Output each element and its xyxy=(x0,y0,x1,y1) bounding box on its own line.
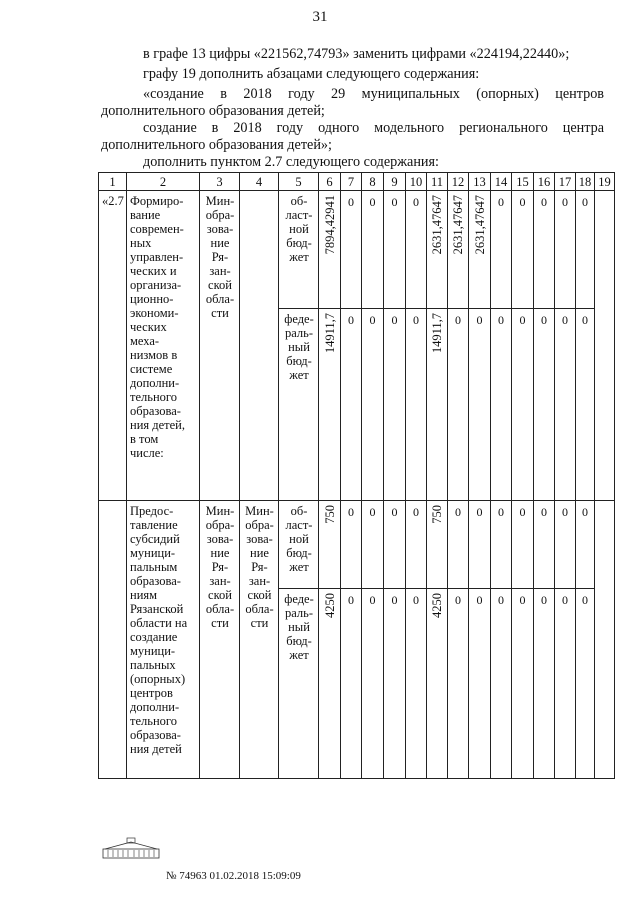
cell-value: 750 xyxy=(322,505,337,524)
cell-value: 2631,47647 xyxy=(430,195,444,255)
cell-line: феде- xyxy=(284,592,314,606)
cell-value: 2631,47647 xyxy=(472,195,487,255)
value-cell xyxy=(555,501,576,589)
cell-line: ние xyxy=(250,546,269,560)
cell-line: ние xyxy=(210,236,230,250)
cell-line: ной xyxy=(289,222,309,236)
registration-stamp: № 74963 01.02.2018 15:09:09 xyxy=(166,870,301,882)
executor-cell xyxy=(200,191,240,501)
value-cell xyxy=(555,309,576,501)
cell-line: Ря- xyxy=(211,250,229,264)
cell-line: зан- xyxy=(209,264,231,278)
value-cell xyxy=(491,309,512,501)
table-header-row xyxy=(99,173,615,191)
cell-line: Ря- xyxy=(251,560,268,574)
value-cell xyxy=(362,191,384,309)
cell-line: организа- xyxy=(130,278,182,292)
value-cell xyxy=(319,501,341,589)
cell-value: 14911,7 xyxy=(430,313,444,354)
cell-line: пальных xyxy=(130,658,176,672)
value-cell xyxy=(319,309,341,501)
cell-line: раль- xyxy=(284,606,313,620)
paragraph-5: создание в 2018 году одного модельного регионального центра xyxy=(143,120,604,136)
cell-value: 0 xyxy=(476,313,483,327)
value-cell xyxy=(448,501,469,589)
activity-name-cell xyxy=(127,501,200,779)
paragraph-3: «создание в 2018 году 29 муниципальных (опорных) центров xyxy=(143,86,604,102)
cell-line: ласт- xyxy=(285,518,313,532)
cell-line: тельного xyxy=(130,390,177,404)
cell-line: тавление xyxy=(130,518,178,532)
cell-line: образова- xyxy=(130,728,181,742)
value-cell xyxy=(555,589,576,779)
funding-source-cell xyxy=(279,191,319,309)
cell-value: 0 xyxy=(582,313,588,327)
cell-line: раль- xyxy=(284,326,313,340)
cell-line: Предос- xyxy=(130,504,174,518)
value-cell xyxy=(406,501,427,589)
column-header: 16 xyxy=(534,173,555,191)
cell-line: субсидий xyxy=(130,532,180,546)
cell-value: 0 xyxy=(519,593,526,607)
cell-line: области на xyxy=(130,616,188,630)
column-header: 15 xyxy=(512,173,534,191)
value-cell xyxy=(362,309,384,501)
cell-line: обла- xyxy=(245,602,274,616)
cell-value: 0 xyxy=(519,195,526,209)
column-header: 3 xyxy=(200,173,240,191)
cell-value: 2631,47647 xyxy=(451,195,465,255)
cell-line: ской xyxy=(208,588,232,602)
paragraph-2: графу 19 дополнить абзацами следующего содержания: xyxy=(143,66,480,82)
column-header: 4 xyxy=(240,173,279,191)
value-cell xyxy=(406,589,427,779)
column-header: 12 xyxy=(448,173,469,191)
cell-line: Мин- xyxy=(245,504,274,518)
cell-line: бюд- xyxy=(286,354,312,368)
value-cell xyxy=(384,191,406,309)
cell-value: 0 xyxy=(413,593,419,607)
cell-line: низмов в xyxy=(130,348,178,362)
cell-line: жет xyxy=(289,648,309,662)
cell-value: 0 xyxy=(476,505,483,519)
cell-value: 750 xyxy=(430,505,444,524)
cell-line: зова- xyxy=(206,532,234,546)
executor-cell xyxy=(200,501,240,779)
value-cell xyxy=(534,501,555,589)
cell-line: в том xyxy=(130,432,159,446)
cell-value: 0 xyxy=(519,313,526,327)
funding-source-cell xyxy=(279,501,319,589)
cell-line: жет xyxy=(289,250,309,264)
column-header: 6 xyxy=(319,173,341,191)
cell-value: 0 xyxy=(582,593,588,607)
cell-line: ный xyxy=(288,620,310,634)
row-number-cell: «2.7 xyxy=(99,191,127,501)
page-number: 31 xyxy=(312,9,328,25)
column-header: 8 xyxy=(362,173,384,191)
cell-value: 0 xyxy=(369,593,376,607)
value-cell xyxy=(555,191,576,309)
cell-value: 0 xyxy=(476,593,483,607)
funding-source-cell xyxy=(279,589,319,779)
value-cell xyxy=(427,191,448,309)
cell-line: сти xyxy=(250,616,269,630)
table-row xyxy=(99,191,615,309)
cell-line: управлен- xyxy=(130,250,184,264)
value-cell xyxy=(362,589,384,779)
cell-value: 0 xyxy=(391,593,398,607)
cell-line: ской xyxy=(247,588,272,602)
column-header: 11 xyxy=(427,173,448,191)
cell-line: обра- xyxy=(205,518,235,532)
table-row xyxy=(99,501,615,589)
cell-line: жет xyxy=(289,560,309,574)
cell-line: дополни- xyxy=(130,700,180,714)
column-header: 14 xyxy=(491,173,512,191)
value-cell xyxy=(319,589,341,779)
cell-line: ния детей xyxy=(130,742,182,756)
cell-line: обра- xyxy=(205,208,235,222)
cell-line: зан- xyxy=(209,574,231,588)
cell-line: современ- xyxy=(130,222,184,236)
cell-line: обра- xyxy=(245,518,274,532)
cell-value: 0 xyxy=(348,195,354,209)
cell-line: бюд- xyxy=(286,546,312,560)
value-cell xyxy=(576,309,595,501)
cell-value: 0 xyxy=(369,505,376,519)
cell-line: сти xyxy=(211,306,229,320)
coexecutor-cell xyxy=(240,501,279,779)
column-header: 1 xyxy=(99,173,127,191)
value-cell xyxy=(512,589,534,779)
cell-value: 0 xyxy=(498,313,504,327)
cell-value: 0 xyxy=(541,505,547,519)
cell-value: 0 xyxy=(541,313,547,327)
value-cell xyxy=(512,191,534,309)
cell-line: ционно- xyxy=(130,292,174,306)
cell-line: ной xyxy=(289,532,309,546)
value-cell xyxy=(384,501,406,589)
value-cell xyxy=(427,309,448,501)
cell-line: бюд- xyxy=(286,634,312,648)
cell-value: 0 xyxy=(562,195,568,209)
value-cell xyxy=(406,191,427,309)
cell-line: системе xyxy=(130,362,173,376)
row-number-cell xyxy=(99,501,127,779)
cell-line: центров xyxy=(130,686,173,700)
results-cell xyxy=(595,501,615,779)
cell-value: 0 xyxy=(582,195,588,209)
column-header: 19 xyxy=(595,173,615,191)
cell-line: Мин- xyxy=(205,504,235,518)
cell-value: 0 xyxy=(562,313,568,327)
cell-line: Рязанской xyxy=(130,602,184,616)
value-cell xyxy=(469,309,491,501)
cell-line: ческих и xyxy=(130,264,177,278)
cell-line: создание xyxy=(130,630,178,644)
value-cell xyxy=(534,191,555,309)
cell-line: ных xyxy=(130,236,152,250)
paragraph-6: дополнительного образования детей»; xyxy=(101,137,332,153)
cell-line: пальным xyxy=(130,560,178,574)
column-header: 10 xyxy=(406,173,427,191)
column-header: 7 xyxy=(341,173,362,191)
cell-line: обла- xyxy=(205,602,235,616)
paragraph-1: в графе 13 цифры «221562,74793» заменить цифрами «224194,22440»; xyxy=(143,46,570,62)
government-building-seal-icon xyxy=(102,837,160,859)
cell-line: ской xyxy=(208,278,232,292)
cell-line: обла- xyxy=(205,292,235,306)
cell-value: 0 xyxy=(391,313,398,327)
cell-line: экономи- xyxy=(130,306,179,320)
value-cell xyxy=(319,191,341,309)
cell-line: Формиро- xyxy=(130,194,184,208)
cell-line: об- xyxy=(290,504,308,518)
value-cell xyxy=(406,309,427,501)
value-cell xyxy=(534,309,555,501)
cell-value: 0 xyxy=(498,593,504,607)
value-cell xyxy=(576,589,595,779)
value-cell xyxy=(534,589,555,779)
column-header: 5 xyxy=(279,173,319,191)
value-cell xyxy=(384,309,406,501)
value-cell xyxy=(341,589,362,779)
cell-line: вание xyxy=(130,208,161,222)
cell-line: числе: xyxy=(130,446,164,460)
column-header: 17 xyxy=(555,173,576,191)
value-cell xyxy=(448,309,469,501)
cell-line: дополни- xyxy=(130,376,180,390)
cell-value: 4250 xyxy=(322,593,337,618)
cell-value: 0 xyxy=(348,505,354,519)
value-cell xyxy=(469,589,491,779)
cell-line: сти xyxy=(211,616,229,630)
cell-value: 0 xyxy=(498,505,504,519)
cell-value: 0 xyxy=(348,313,354,327)
funding-source-cell xyxy=(279,309,319,501)
coexecutor-cell xyxy=(240,191,279,501)
cell-line: феде- xyxy=(284,312,314,326)
cell-value: 0 xyxy=(369,195,376,209)
cell-value: 0 xyxy=(391,195,398,209)
value-cell xyxy=(341,501,362,589)
activity-name-cell xyxy=(127,191,200,501)
column-header: 9 xyxy=(384,173,406,191)
value-cell xyxy=(576,191,595,309)
value-cell xyxy=(427,589,448,779)
cell-line: бюд- xyxy=(286,236,312,250)
cell-value: 0 xyxy=(413,505,419,519)
cell-line: зова- xyxy=(246,532,273,546)
cell-line: муници- xyxy=(130,644,176,658)
cell-line: (опорных) xyxy=(130,672,186,686)
cell-value: 0 xyxy=(455,313,461,327)
cell-value: 0 xyxy=(455,505,461,519)
cell-line: зова- xyxy=(206,222,234,236)
cell-value: 0 xyxy=(369,313,376,327)
value-cell xyxy=(491,589,512,779)
cell-value: 0 xyxy=(498,195,504,209)
value-cell xyxy=(512,309,534,501)
cell-value: 0 xyxy=(413,195,419,209)
cell-value: 0 xyxy=(562,505,568,519)
paragraph-4: дополнительного образования детей; xyxy=(101,103,325,119)
value-cell xyxy=(469,191,491,309)
cell-value: 0 xyxy=(519,505,526,519)
cell-value: 0 xyxy=(541,195,547,209)
value-cell xyxy=(576,501,595,589)
cell-line: об- xyxy=(290,194,308,208)
value-cell xyxy=(491,501,512,589)
cell-line: ние xyxy=(210,546,230,560)
cell-value: 0 xyxy=(413,313,419,327)
cell-line: Мин- xyxy=(205,194,235,208)
cell-line: жет xyxy=(289,368,309,382)
cell-line: ласт- xyxy=(285,208,313,222)
value-cell xyxy=(448,589,469,779)
value-cell xyxy=(341,309,362,501)
value-cell xyxy=(341,191,362,309)
cell-line: ния детей, xyxy=(130,418,185,432)
value-cell xyxy=(491,191,512,309)
value-cell xyxy=(427,501,448,589)
value-cell xyxy=(469,501,491,589)
cell-line: образова- xyxy=(130,404,181,418)
column-header: 2 xyxy=(127,173,200,191)
cell-line: ческих xyxy=(130,320,167,334)
cell-line: образова- xyxy=(130,574,181,588)
cell-value: 0 xyxy=(582,505,588,519)
column-header: 18 xyxy=(576,173,595,191)
cell-value: 0 xyxy=(541,593,547,607)
cell-line: меха- xyxy=(130,334,160,348)
cell-value: 0 xyxy=(391,505,398,519)
value-cell xyxy=(384,589,406,779)
cell-value: 4250 xyxy=(430,593,444,618)
cell-line: зан- xyxy=(248,574,271,588)
column-header: 13 xyxy=(469,173,491,191)
program-table xyxy=(98,172,615,779)
cell-value: 0 xyxy=(348,593,354,607)
paragraph-7: дополнить пунктом 2.7 следующего содержания: xyxy=(143,154,439,170)
value-cell xyxy=(512,501,534,589)
cell-line: ный xyxy=(288,340,310,354)
results-cell xyxy=(595,191,615,501)
cell-value: 0 xyxy=(455,593,461,607)
cell-line: Ря- xyxy=(211,560,229,574)
cell-line: муници- xyxy=(130,546,176,560)
cell-line: ниям xyxy=(130,588,158,602)
cell-value: 7894,42941 xyxy=(322,195,337,255)
cell-value: 0 xyxy=(562,593,568,607)
value-cell xyxy=(362,501,384,589)
cell-line: тельного xyxy=(130,714,177,728)
cell-value: 14911,7 xyxy=(322,313,337,354)
value-cell xyxy=(448,191,469,309)
